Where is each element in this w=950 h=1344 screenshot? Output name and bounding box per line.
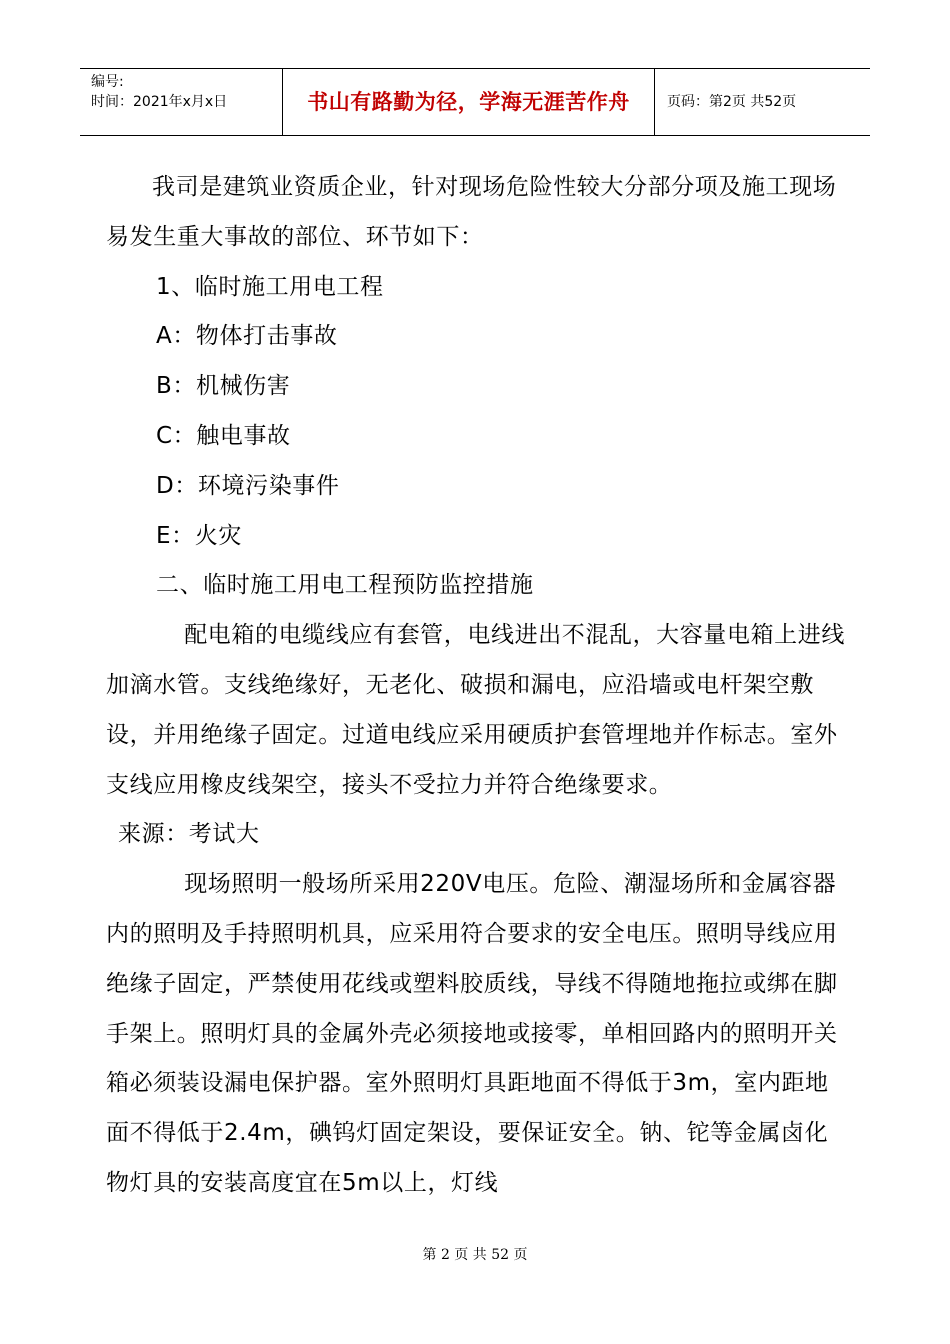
page-footer: 第 2 页 共 52 页 xyxy=(422,1247,528,1263)
lighting-paragraph: 现场照明一般场所采用220V电压。危险、潮湿场所和金属容器内的照明及手持照明机具，应采用符合要求的安全电压。照明导线应用绝缘子固定，严禁使用花线或塑料胶质线，导线不得随地拖拉或绑在脚手架上。照明灯具的金属外壳必须接地或接零，单相回路内的照明开关箱必须装设漏电保护器。室外照明灯具距地面不得低于3m，室内距地面不得低于2.4m，碘钨灯固定架设，要保证安全。钠、铊等金属卤化物灯具的安装高度宜在5m以上，灯线 xyxy=(106,871,838,1196)
section-2-title: 二、临时施工用电工程预防监控措施 xyxy=(156,572,534,599)
header-page-info: 页码：第2页 共52页 xyxy=(667,94,797,110)
list-item: E：火灾 xyxy=(156,522,242,549)
list-item: A：物体打击事故 xyxy=(156,323,338,350)
list-item: D：环境污染事件 xyxy=(156,472,340,499)
list-item: C：触电事故 xyxy=(156,422,291,449)
header-motto: 书山有路勤为径，学海无涯苦作舟 xyxy=(283,69,655,135)
header-meta xyxy=(80,69,283,135)
distribution-box-paragraph: 配电箱的电缆线应有套管，电线进出不混乱，大容量电箱上进线加滴水管。支线绝缘好，无老化、破损和漏电，应沿墙或电杆架空敷设，并用绝缘子固定。过道电线应采用硬质护套管埋地并作标志。室外支线应用橡皮线架空，接头不受拉力并符合绝缘要求。 xyxy=(106,622,845,798)
document-number-label: 编号: xyxy=(91,74,124,90)
page-header xyxy=(80,68,870,136)
document-date: 时间：2021年x月x日 xyxy=(91,94,228,110)
list-item: B：机械伤害 xyxy=(156,373,291,400)
source-line: 来源：考试大 xyxy=(118,821,260,848)
document-body xyxy=(106,163,850,1209)
section-1-title: 1、临时施工用电工程 xyxy=(156,273,384,300)
intro-paragraph: 我司是建筑业资质企业，针对现场危险性较大分部分项及施工现场易发生重大事故的部位、环节如下： xyxy=(106,174,837,250)
